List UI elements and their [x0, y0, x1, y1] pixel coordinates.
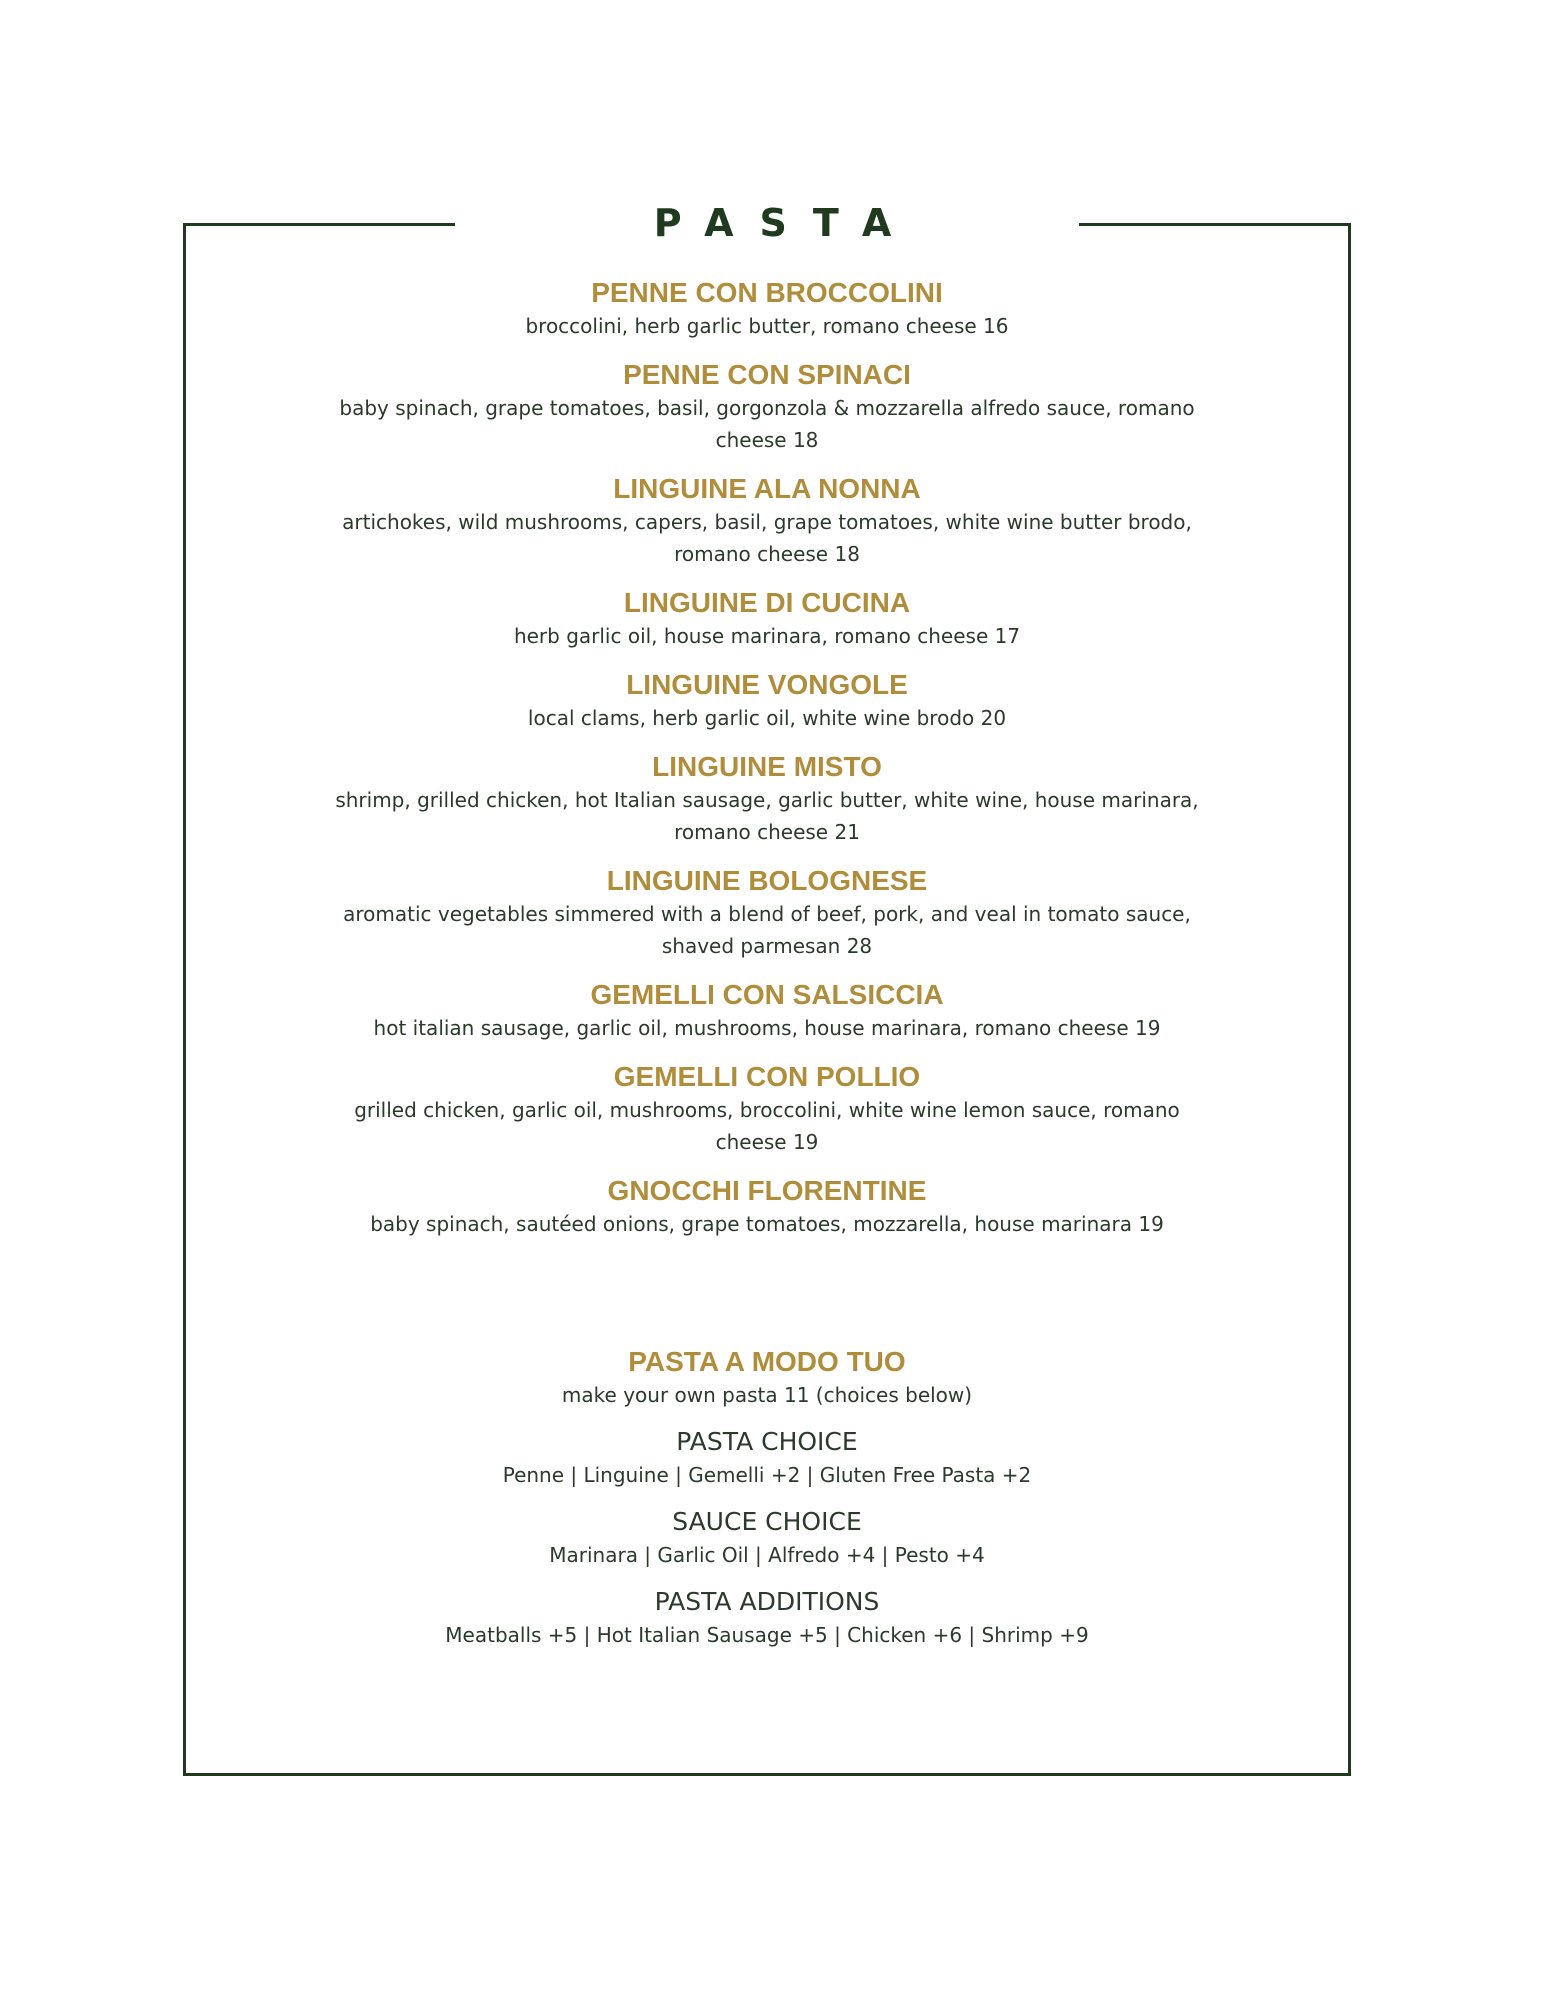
pasta-item-list	[183, 276, 1351, 1256]
item-description: hot italian sausage, garlic oil, mushrooms, house marinara, romano cheese 19	[373, 1016, 1161, 1040]
choice-options: Meatballs +5 | Hot Italian Sausage +5 | Chicken +6 | Shrimp +9	[445, 1623, 1089, 1647]
menu-item	[183, 472, 1351, 570]
menu-item	[183, 750, 1351, 848]
choice-options: Marinara | Garlic Oil | Alfredo +4 | Pesto +4	[549, 1543, 985, 1567]
pasta-additions-group	[183, 1585, 1351, 1651]
item-description: artichokes, wild mushrooms, capers, basil, grape tomatoes, white wine butter brodo, romano cheese 18	[342, 510, 1192, 566]
item-name: PENNE CON SPINACI	[623, 359, 911, 390]
menu-item	[183, 1060, 1351, 1158]
choice-title: PASTA CHOICE	[676, 1427, 858, 1456]
item-description: baby spinach, sautéed onions, grape tomatoes, mozzarella, house marinara 19	[370, 1212, 1164, 1236]
item-name: PENNE CON BROCCOLINI	[591, 277, 943, 308]
custom-pasta-description: make your own pasta 11 (choices below)	[561, 1383, 973, 1407]
item-description: baby spinach, grape tomatoes, basil, gorgonzola & mozzarella alfredo sauce, romano cheese 18	[339, 396, 1195, 452]
item-name: GEMELLI CON POLLIO	[613, 1061, 921, 1092]
choice-options: Penne | Linguine | Gemelli +2 | Gluten Free Pasta +2	[502, 1463, 1032, 1487]
item-name: GNOCCHI FLORENTINE	[607, 1175, 927, 1206]
choice-title: PASTA ADDITIONS	[654, 1587, 880, 1616]
page-title: PASTA	[653, 201, 918, 245]
pasta-choice-group	[183, 1425, 1351, 1491]
menu-item	[183, 358, 1351, 456]
menu-item	[183, 978, 1351, 1044]
item-name: LINGUINE VONGOLE	[626, 669, 908, 700]
menu-item	[183, 276, 1351, 342]
item-name: GEMELLI CON SALSICCIA	[590, 979, 944, 1010]
item-name: LINGUINE ALA NONNA	[613, 473, 921, 504]
make-your-own-section	[183, 1345, 1351, 1651]
menu-item	[183, 1174, 1351, 1240]
sauce-choice-group	[183, 1505, 1351, 1571]
item-description: broccolini, herb garlic butter, romano cheese 16	[525, 314, 1009, 338]
item-description: aromatic vegetables simmered with a blend of beef, pork, and veal in tomato sauce, shaved parmesan 28	[343, 902, 1191, 958]
item-name: LINGUINE DI CUCINA	[623, 587, 911, 618]
item-description: shrimp, grilled chicken, hot Italian sausage, garlic butter, white wine, house marinara, romano cheese 21	[335, 788, 1199, 844]
menu-item	[183, 586, 1351, 652]
item-name: LINGUINE MISTO	[652, 751, 882, 782]
item-description: grilled chicken, garlic oil, mushrooms, broccolini, white wine lemon sauce, romano cheese 19	[354, 1098, 1180, 1154]
item-description: local clams, herb garlic oil, white wine brodo 20	[527, 706, 1007, 730]
custom-pasta-name: PASTA A MODO TUO	[628, 1346, 906, 1377]
menu-item	[183, 668, 1351, 734]
item-description: herb garlic oil, house marinara, romano cheese 17	[513, 624, 1021, 648]
choice-title: SAUCE CHOICE	[672, 1507, 862, 1536]
item-name: LINGUINE BOLOGNESE	[606, 865, 928, 896]
menu-item	[183, 864, 1351, 962]
